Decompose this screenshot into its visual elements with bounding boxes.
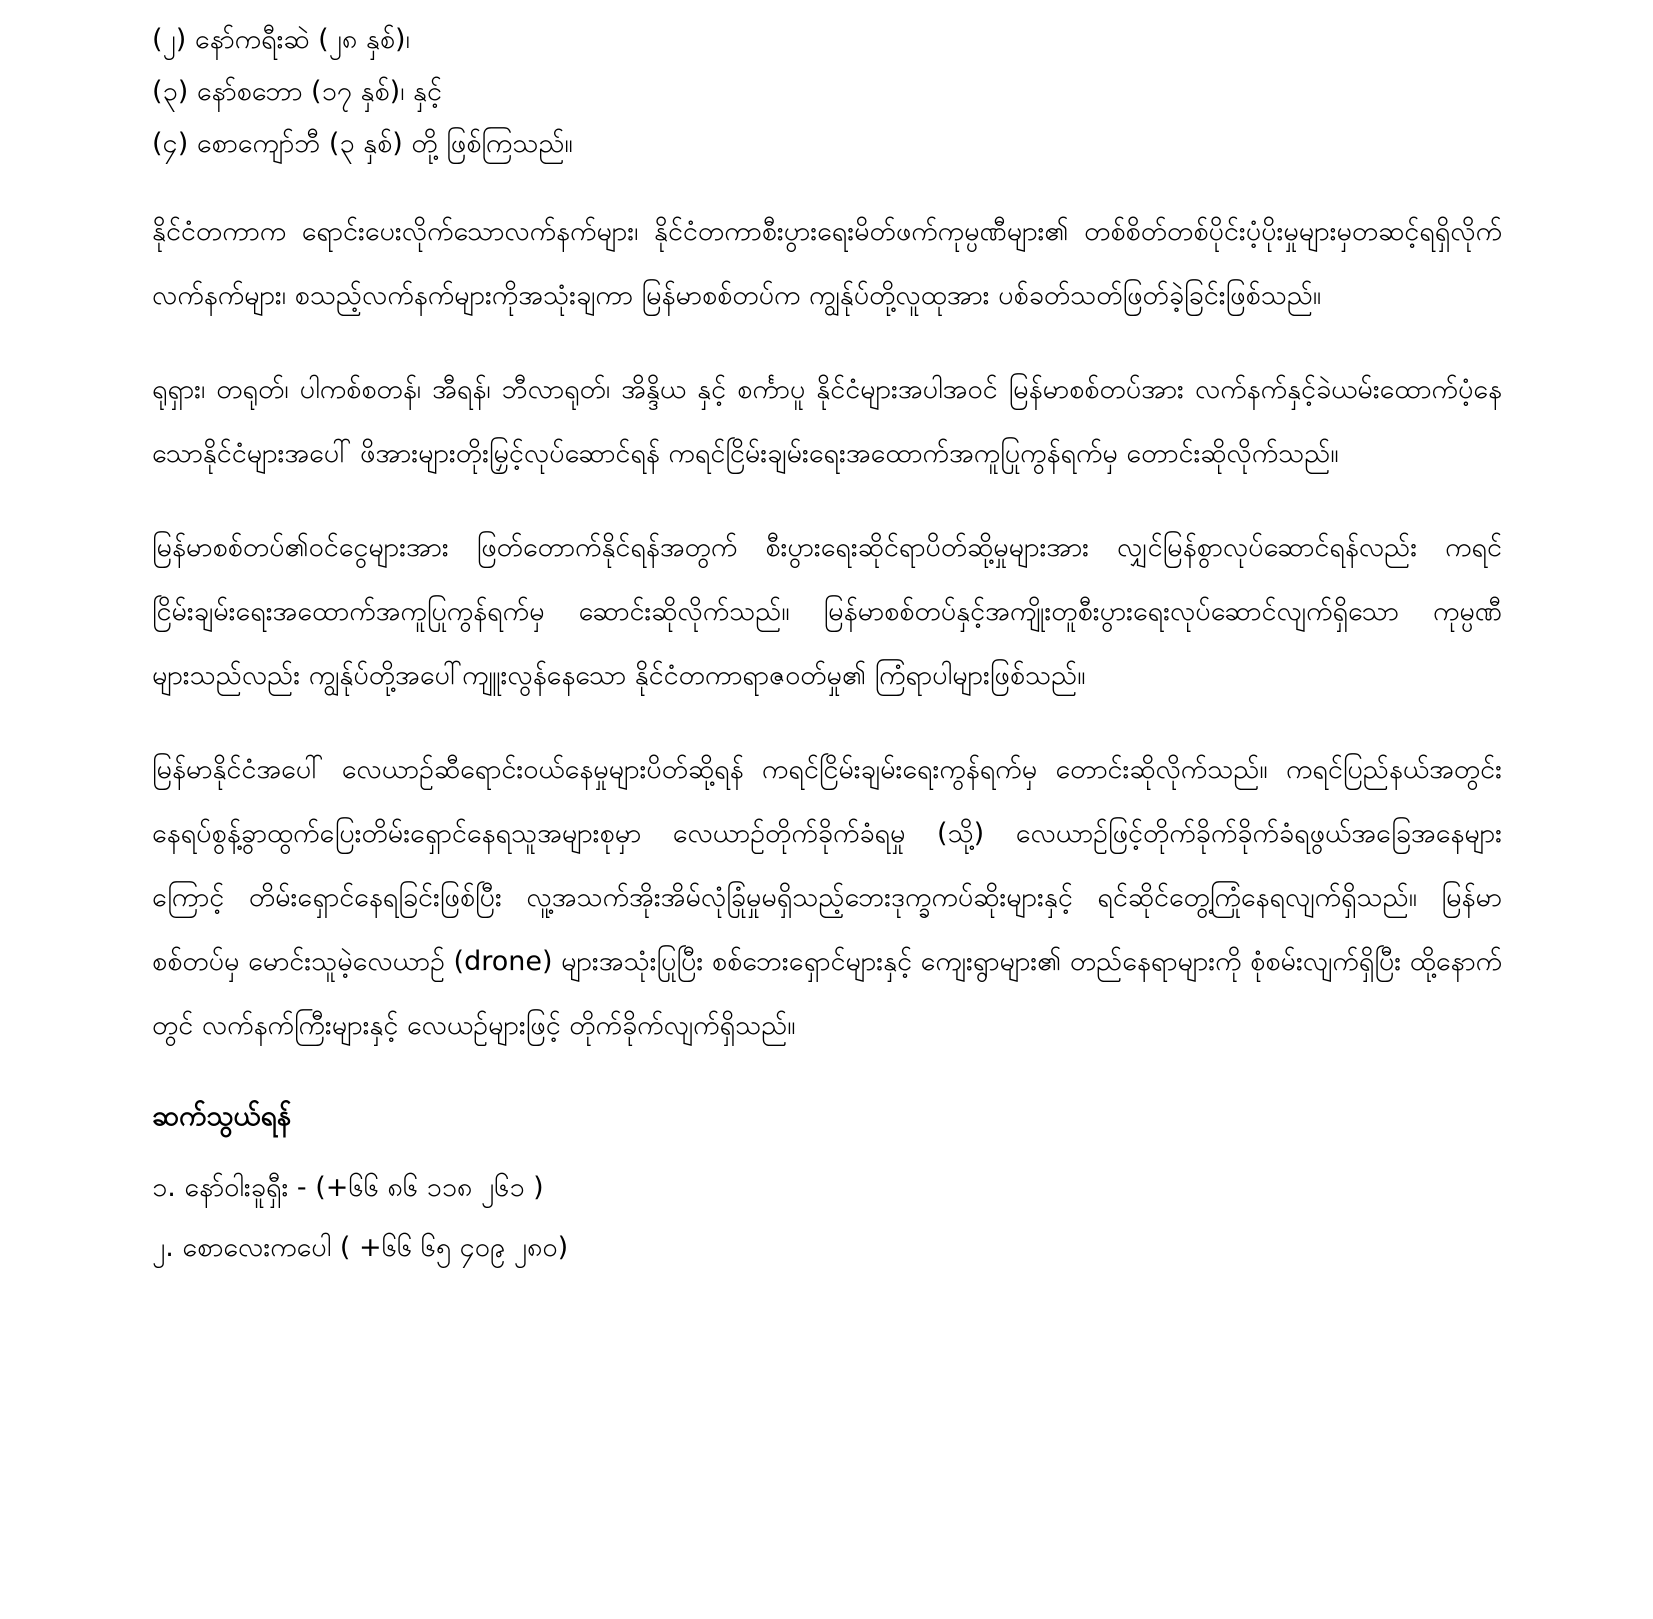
contact-entry: ၁. နော်ဝါးခူရှီး - (+၆၆ ၈၆ ၁၁၈ ၂၆၁ )	[152, 1172, 544, 1203]
family-list-item: (၃) နော်စဘော (၁၇ နှစ်)၊ နှင့်	[152, 76, 442, 107]
paragraph-arms-suppliers: ရုရှား၊ တရုတ်၊ ပါကစ်စတန်၊ အီရန်၊ ဘီလာရုတ်၊ အိန္ဒိယ နှင့် စင်္ကာပူ နိုင်ငံများအပါအဝင် မြန်မာစစ်တပ်အား လက်နက်နှင့်ခဲယမ်းထောက်ပံ့နေသောနိုင်ငံများအပေါ် ဖိအားများတိုးမြှင့်လုပ်ဆောင်ရန် ကရင်ငြိမ်းချမ်းရေးအထောက်အကူပြုကွန်ရက်မှ တောင်းဆိုလိုက်သည်။	[152, 374, 1502, 469]
family-list-item: (၄) စောကျော်ဘီ (၃ နှစ်) တို့ ဖြစ်ကြသည်။	[152, 128, 573, 159]
contact-entry: ၂. စောလေးကပေါ ( +၆၆ ၆၅ ၄၀၉ ၂၈၀)	[152, 1232, 569, 1263]
paragraph-aviation-fuel: မြန်မာနိုင်ငံအပေါ် လေယာဉ်ဆီရောင်းဝယ်နေမှုများပိတ်ဆို့ရန် ကရင်ငြိမ်းချမ်းရေးကွန်ရက်မှ တောင်းဆိုလိုက်သည်။ ကရင်ပြည်နယ်အတွင်း နေရပ်စွန့်ခွာထွက်ပြေးတိမ်းရှောင်နေရသူအများစုမှာ လေယာဉ်တိုက်ခိုက်ခံရမှု (သို့) လေယာဉ်ဖြင့်တိုက်ခိုက်ခိုက်ခံရဖွယ်အခြေအနေများကြောင့် တိမ်းရှောင်နေရခြင်းဖြစ်ပြီး လူ့အသက်အိုးအိမ်လုံခြုံမှုမရှိသည့်ဘေးဒုက္ခကပ်ဆိုးများနှင့် ရင်ဆိုင်တွေ့ကြုံနေရလျက်ရှိသည်။ မြန်မာစစ်တပ်မှ မောင်းသူမဲ့လေယာဉ် (drone) များအသုံးပြုပြီး စစ်ဘေးရှောင်များနှင့် ကျေးရွာများ၏ တည်နေရာများကို စုံစမ်းလျက်ရှိပြီး ထို့နောက်တွင် လက်နက်ကြီးများနှင့် လေယဉ်များဖြင့် တိုက်ခိုက်လျက်ရှိသည်။	[152, 754, 1502, 1041]
family-list-item: (၂) နော်ကရီးဆဲ (၂၈ နှစ်)၊	[152, 24, 410, 55]
family-list	[152, 14, 1502, 170]
paragraph-sanctions: မြန်မာစစ်တပ်၏ဝင်ငွေများအား ဖြတ်တောက်နိုင်ရန်အတွက် စီးပွားရေးဆိုင်ရာပိတ်ဆို့မှုများအား လျှင်မြန်စွာလုပ်ဆောင်ရန်လည်း ကရင်ငြိမ်းချမ်းရေးအထောက်အကူပြုကွန်ရက်မှ ဆောင်းဆိုလိုက်သည်။ မြန်မာစစ်တပ်နှင့်အကျိုးတူစီးပွားရေးလုပ်ဆောင်လျက်ရှိသော ကုမ္ပဏီများသည်လည်း ကျွန်ုပ်တို့အပေါ်ကျူးလွန်နေသော နိုင်ငံတကာရာဇဝတ်မှု၏ ကြံရာပါများဖြစ်သည်။	[152, 532, 1502, 691]
document-page	[152, 14, 1502, 1278]
contact-list	[152, 1158, 1502, 1278]
paragraph-weapons-sources: နိုင်ငံတကာက ရောင်းပေးလိုက်သောလက်နက်များ၊ နိုင်ငံတကာစီးပွားရေးမိတ်ဖက်ကုမ္ပဏီများ၏ တစ်စိတ်တစ်ပိုင်းပံ့ပိုးမှုများမှတဆင့်ရရှိလိုက်လက်နက်များ၊ စသည့်လက်နက်များကိုအသုံးချကာ မြန်မာစစ်တပ်က ကျွန်ုပ်တို့လူထုအား ပစ်ခတ်သတ်ဖြတ်ခဲ့ခြင်းဖြစ်သည်။	[152, 216, 1502, 311]
contact-heading: ဆက်သွယ်ရန်	[152, 1099, 292, 1132]
